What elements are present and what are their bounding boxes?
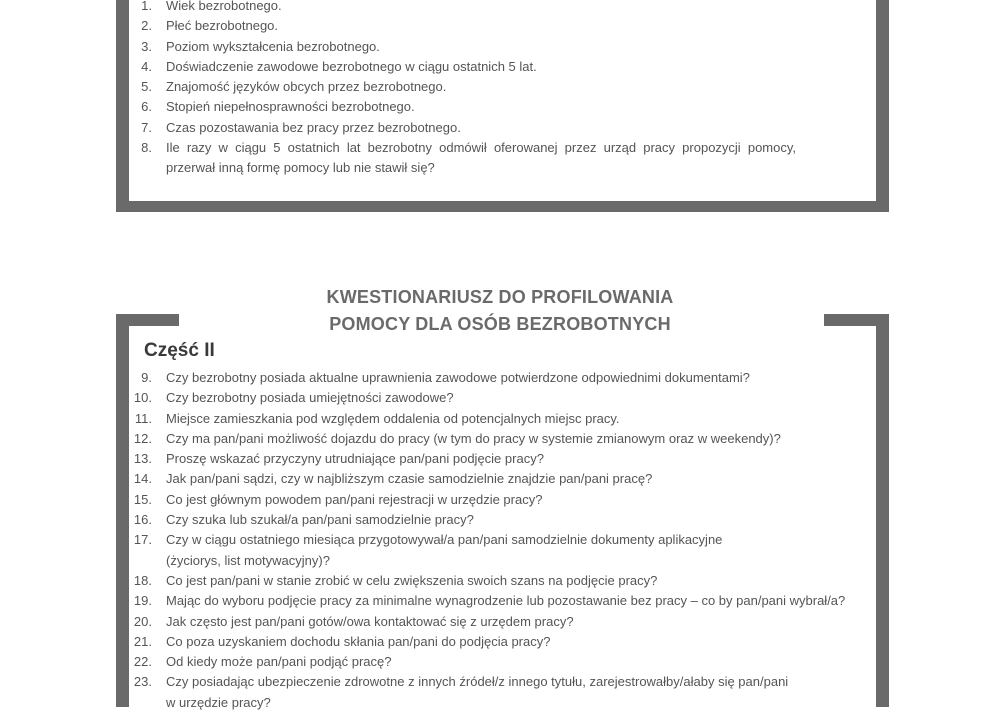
part-heading: Część II [144,340,215,361]
list-item: 11. Miejsce zamieszkania pod względem oddalenia od potencjalnych miejsc pracy. [134,410,620,426]
list-item: 20. Jak często jest pan/pani gotów/owa kontaktować się z urzędem pracy? [133,613,574,629]
list-item: 13. Proszę wskazać przyczyny utrudniające pan/pani podjęcie pracy? [133,451,544,467]
list-item: 15. Co jest głównym powodem pan/pani rejestracji w urzędzie pracy? [133,491,543,507]
list-item: 1. Wiek bezrobotnego. [141,0,282,13]
frame-top-bottom-edge [116,201,889,212]
list-item: 22. Od kiedy może pan/pani podjąć pracę? [133,654,392,670]
part1-list [116,0,796,179]
list-item: 19. Mając do wyboru podjęcie pracy za minimalne wynagrodzenie lub pozostawanie bez pracy – co by pan/pani wybrał/a? [133,593,846,609]
list-item: 23. Czy posiadając ubezpieczenie zdrowotne z innych źródeł/z innego tytułu, zarejestrowałby/ałaby się pan/pani w urzędzie pracy? [133,674,789,710]
list-item: 16. Czy szuka lub szukał/a pan/pani samodzielnie pracy? [133,512,474,528]
list-item: 21. Co poza uzyskaniem dochodu skłania pan/pani do podjęcia pracy? [133,633,551,649]
part2-list [116,368,856,713]
frame-top-right-edge [876,0,889,212]
list-item: 9. Czy bezrobotny posiada aktualne uprawnienia zawodowe potwierdzone odpowiednimi dokumentami? [141,370,750,385]
list-item: 17. Czy w ciągu ostatniego miesiąca przygotowywał/a pan/pani samodzielnie dokumenty aplikacyjne (życiorys, list motywacyjny)? [133,532,723,568]
frame-bottom-right-edge [876,314,889,707]
list-item: 2. Płeć bezrobotnego. [141,18,279,34]
list-item: 12. Czy ma pan/pani możliwość dojazdu do pracy (w tym do pracy w systemie zmianowym oraz w weekendy)? [133,430,781,446]
list-item: 6. Stopień niepełnosprawności bezrobotnego. [141,99,415,115]
list-item: 7. Czas pozostawania bez pracy przez bezrobotnego. [141,119,461,135]
list-item: 4. Doświadczenie zawodowe bezrobotnego w ciągu ostatnich 5 lat. [141,58,537,74]
page-title-line-1: KWESTIONARIUSZ DO PROFILOWANIA [326,287,674,307]
list-item: 18. Co jest pan/pani w stanie zrobić w celu zwiększenia swoich szans na podjęcie pracy? [133,572,658,588]
list-item: 8. Ile razy w ciągu 5 ostatnich lat bezrobotny odmówił oferowanej przez urząd pracy propozycji pomocy, przerwał inną formę pomocy lub nie stawił się? [141,140,796,176]
list-item: 14. Jak pan/pani sądzi, czy w najbliższym czasie samodzielnie znajdzie pan/pani pracę? [133,471,653,487]
list-item: 3. Poziom wykształcenia bezrobotnego. [141,38,380,54]
list-item: 10. Czy bezrobotny posiada umiejętności zawodowe? [133,390,454,406]
page-title-line-2: POMOCY DLA OSÓB BEZROBOTNYCH [329,314,671,334]
list-item: 5. Znajomość języków obcych przez bezrobotnego. [141,79,447,95]
